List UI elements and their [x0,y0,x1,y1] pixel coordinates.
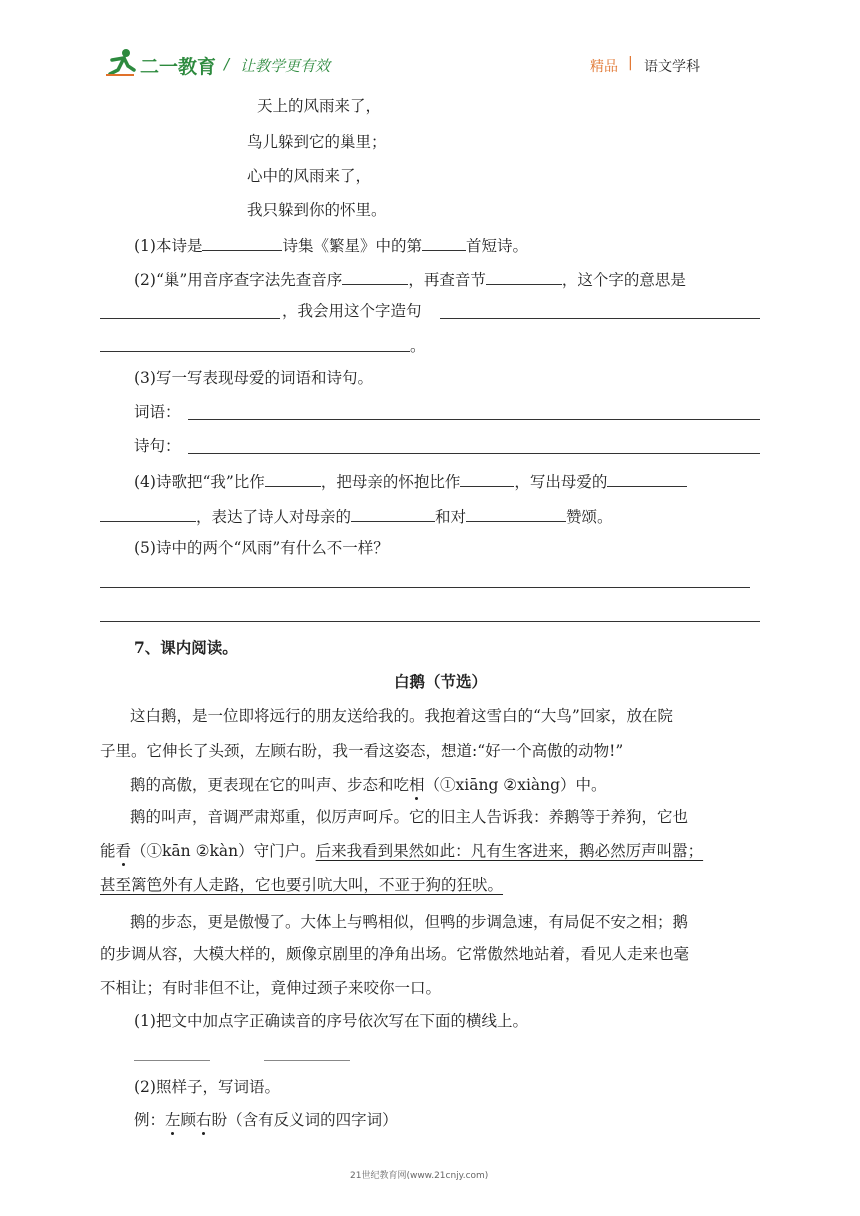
answer-line[interactable] [188,419,760,420]
passage-title: 白鹅（节选） [394,672,488,691]
poem-line: 我只躲到你的怀里。 [247,201,387,219]
passage-line: 鹅的叫声，音调严肃郑重，似厉声呵斥。它的旧主人告诉我：养鹅等于养狗，它也 [130,808,689,826]
subject-label: 语文学科 [644,59,700,75]
passage-text: 能 [100,842,116,860]
passage-line: 的步调从容，大模大样的，颇像京剧里的净角出场。它常傲然地站着，看见人走来也毫 [100,945,690,963]
slogan: 让教学更有效 [240,57,331,75]
answer-line[interactable] [100,587,750,588]
q2-text-c: ，这个字的意思是 [561,271,686,289]
q2-text-d: ，我会用这个字造句 [282,302,422,320]
answer-blank[interactable] [466,505,566,522]
lines-label: 诗句： [134,437,181,455]
answer-blank[interactable] [422,234,466,251]
runner-logo-icon [104,48,138,78]
dotted-char: 右 [196,1111,212,1129]
example-line [134,1110,398,1130]
answer-blank[interactable] [202,234,282,251]
q4-text-a: (4)诗歌把“我”比作 [134,473,265,491]
dotted-char: 相 [409,776,425,794]
logo [104,48,217,78]
answer-blank[interactable] [460,470,514,487]
question-7-1-title: (1)把文中加点字正确读音的序号依次写在下面的横线上。 [134,1012,528,1030]
underlined-sentence: 甚至篱笆外有人走路，它也要引吭大叫，不亚于狗的狂吠。 [100,876,504,894]
passage-line: 子里。它伸长了头颈，左顾右盼，我一看这姿态，想道:“好一个高傲的动物!” [100,742,624,760]
brand-label: 精品 [590,59,618,75]
answer-blank[interactable] [486,268,562,285]
answer-line[interactable] [264,1060,350,1061]
example-label: 例： [134,1111,166,1129]
question-3-title: (3)写一写表现母爱的词语和诗句。 [134,369,373,387]
brand-separator: | [628,55,633,71]
logo-text: 二一教育 [140,56,217,78]
answer-line[interactable] [100,351,410,352]
slogan-separator: / [224,55,230,73]
answer-line[interactable] [100,318,280,319]
answer-line[interactable] [188,453,760,454]
section-7-title: 7、课内阅读。 [134,638,238,657]
answer-blank[interactable] [607,470,687,487]
dotted-char: 看 [115,842,132,860]
q4-text-d: ，表达了诗人对母亲的 [196,508,352,526]
passage-line [100,841,703,861]
passage-line: 这白鹅，是一位即将远行的朋友送给我的。我抱着这雪白的“大鸟”回家，放在院 [130,707,673,725]
poem-line: 鸟儿躲到它的巢里； [247,133,387,151]
passage-line [130,775,607,795]
answer-blank[interactable] [265,470,321,487]
answer-blank[interactable] [351,505,435,522]
q1-text-a: (1)本诗是 [134,237,203,255]
passage-line: 鹅的步态，更是傲慢了。大体上与鸭相似，但鸭的步调急速，有局促不安之相；鹅 [130,913,689,931]
footer-text: 21世纪教育网(www.21cnjy.com) [350,1171,489,1181]
answer-blank[interactable] [100,505,196,522]
answer-line[interactable] [100,621,760,622]
answer-line[interactable] [440,318,760,319]
passage-text: （①xiāng ②xiàng）中。 [424,776,607,794]
question-1 [134,234,528,256]
answer-line[interactable] [134,1060,210,1061]
question-2 [134,268,686,290]
example-note: （含有反义词的四字词） [227,1111,398,1129]
q2-text-a: (2)“巢”用音序查字法先查音序 [134,271,343,289]
words-label: 词语： [134,403,181,421]
answer-blank[interactable] [342,268,408,285]
example-char: 顾 [180,1111,197,1129]
example-char: 盼 [211,1111,228,1129]
passage-line: 不相让；有时非但不让，竟伸过颈子来咬你一口。 [100,979,442,997]
q4-text-c: ，写出母爱的 [514,473,608,491]
poem-line: 心中的风雨来了， [247,167,372,185]
question-4 [134,470,687,492]
q2-text-b: ，再查音节 [408,271,486,289]
question-4-cont [100,505,613,527]
question-5-title: (5)诗中的两个“风雨”有什么不一样？ [134,539,389,557]
q4-text-f: 赞颂。 [566,508,613,526]
question-7-2-title: (2)照样子，写词语。 [134,1078,280,1096]
q1-text-b: 诗集《繁星》中的第 [282,237,422,255]
passage-text: （①kān ②kàn）守门户。 [131,842,316,860]
q1-text-c: 首短诗。 [465,237,528,255]
passage-text: 鹅的高傲，更表现在它的叫声、步态和吃 [130,776,410,794]
q4-text-b: ，把母亲的怀抱比作 [320,473,461,491]
poem-line: 天上的风雨来了， [257,97,382,115]
q4-text-e: 和对 [435,508,467,526]
underlined-sentence: 后来我看到果然如此：凡有生客进来，鹅必然厉声叫嚣； [315,842,704,860]
dotted-char: 左 [165,1111,181,1129]
q2-text-e: 。 [410,337,426,355]
